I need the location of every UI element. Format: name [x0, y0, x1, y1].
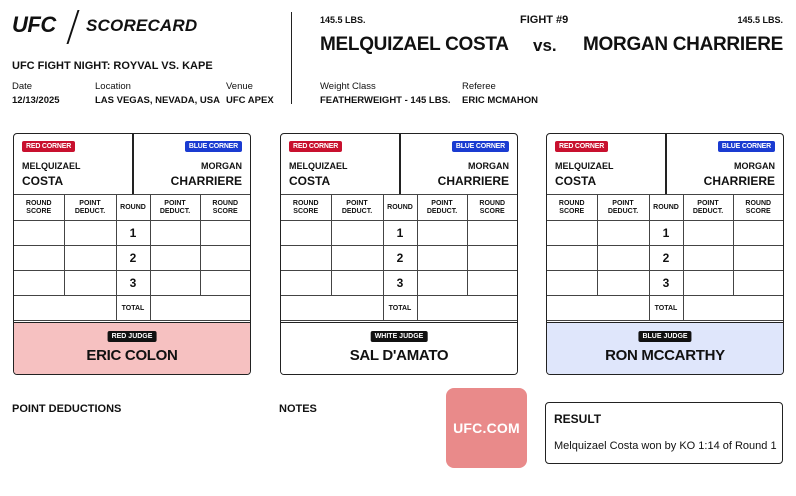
event-title: UFC FIGHT NIGHT: ROYVAL VS. KAPE — [12, 60, 213, 72]
corner-row — [14, 134, 250, 195]
round-row — [14, 221, 250, 246]
blue-last-name: CHARRIERE — [703, 174, 775, 188]
point-deduct-header: POINT DEDUCT. — [150, 195, 200, 221]
red-round-score-cell[interactable] — [281, 221, 331, 246]
red-corner-badge: RED CORNER — [289, 141, 342, 152]
round-score-header: ROUND SCORE — [200, 195, 250, 221]
blue-total-cell[interactable] — [150, 296, 250, 321]
score-grid-header — [547, 195, 783, 221]
blue-point-deduct-cell[interactable] — [150, 221, 200, 246]
red-total-cell[interactable] — [14, 296, 116, 321]
red-point-deduct-cell[interactable] — [331, 246, 383, 271]
red-round-score-cell[interactable] — [14, 271, 64, 296]
red-point-deduct-cell[interactable] — [597, 221, 649, 246]
round-score-header: ROUND SCORE — [14, 195, 64, 221]
scorecard-blue-judge — [546, 133, 784, 375]
score-grid-header — [281, 195, 517, 221]
blue-point-deduct-cell[interactable] — [683, 221, 733, 246]
round-row — [281, 221, 517, 246]
point-deduct-header: POINT DEDUCT. — [417, 195, 467, 221]
blue-round-score-cell[interactable] — [733, 246, 783, 271]
round-score-header: ROUND SCORE — [281, 195, 331, 221]
blue-point-deduct-cell[interactable] — [417, 246, 467, 271]
blue-first-name: MORGAN — [468, 161, 509, 171]
result-text: Melquizael Costa won by KO 1:14 of Round 1 — [554, 440, 777, 452]
blue-point-deduct-cell[interactable] — [150, 246, 200, 271]
blue-round-score-cell[interactable] — [467, 221, 517, 246]
blue-corner-badge: BLUE CORNER — [185, 141, 242, 152]
header-divider — [291, 12, 292, 104]
total-label: TOTAL — [116, 296, 150, 321]
blue-last-name: CHARRIERE — [437, 174, 509, 188]
red-point-deduct-cell[interactable] — [331, 271, 383, 296]
blue-round-score-cell[interactable] — [733, 221, 783, 246]
notes-label: NOTES — [279, 403, 317, 415]
score-grid-header — [14, 195, 250, 221]
blue-round-score-cell[interactable] — [733, 271, 783, 296]
blue-round-score-cell[interactable] — [467, 271, 517, 296]
red-point-deduct-cell[interactable] — [64, 221, 116, 246]
round-number: 3 — [116, 271, 150, 296]
red-corner-badge: RED CORNER — [22, 141, 75, 152]
total-row — [281, 296, 517, 321]
location-value: LAS VEGAS, NEVADA, USA — [95, 95, 220, 106]
red-point-deduct-cell[interactable] — [64, 246, 116, 271]
point-deduct-header: POINT DEDUCT. — [597, 195, 649, 221]
round-number: 3 — [383, 271, 417, 296]
weight-class-label: Weight Class — [320, 81, 376, 92]
date-value: 12/13/2025 — [12, 95, 60, 106]
judge-name: SAL D'AMATO — [349, 347, 449, 364]
weight-class-value: FEATHERWEIGHT - 145 LBS. — [320, 95, 451, 106]
red-first-name: MELQUIZAEL — [555, 161, 614, 171]
red-first-name: MELQUIZAEL — [22, 161, 81, 171]
blue-corner-badge: BLUE CORNER — [718, 141, 775, 152]
round-number: 1 — [116, 221, 150, 246]
round-number: 1 — [649, 221, 683, 246]
location-label: Location — [95, 81, 131, 92]
point-deductions-label: POINT DEDUCTIONS — [12, 403, 122, 415]
red-round-score-cell[interactable] — [14, 221, 64, 246]
judge-area — [14, 322, 250, 375]
scorecard-white-judge — [280, 133, 518, 375]
blue-round-score-cell[interactable] — [200, 221, 250, 246]
blue-round-score-cell[interactable] — [200, 246, 250, 271]
result-title: RESULT — [554, 412, 602, 426]
red-round-score-cell[interactable] — [281, 271, 331, 296]
ufc-logo: UFC — [12, 12, 56, 37]
blue-round-score-cell[interactable] — [467, 246, 517, 271]
red-round-score-cell[interactable] — [547, 271, 597, 296]
blue-point-deduct-cell[interactable] — [417, 271, 467, 296]
judge-badge: RED JUDGE — [108, 331, 157, 342]
red-first-name: MELQUIZAEL — [289, 161, 348, 171]
red-corner-badge: RED CORNER — [555, 141, 608, 152]
round-row — [547, 246, 783, 271]
red-weight: 145.5 LBS. — [320, 15, 366, 25]
judge-name: ERIC COLON — [86, 347, 178, 364]
blue-total-cell[interactable] — [417, 296, 517, 321]
corner-divider — [399, 134, 401, 194]
blue-corner-badge: BLUE CORNER — [452, 141, 509, 152]
point-deduct-header: POINT DEDUCT. — [331, 195, 383, 221]
corner-divider — [665, 134, 667, 194]
corner-row — [281, 134, 517, 195]
corner-divider — [132, 134, 134, 194]
round-score-header: ROUND SCORE — [733, 195, 783, 221]
judge-area — [547, 322, 783, 375]
referee-value: ERIC MCMAHON — [462, 95, 538, 106]
round-score-header: ROUND SCORE — [467, 195, 517, 221]
score-grid — [14, 194, 250, 321]
score-grid — [547, 194, 783, 321]
point-deduct-header: POINT DEDUCT. — [683, 195, 733, 221]
total-label: TOTAL — [383, 296, 417, 321]
round-row — [281, 271, 517, 296]
round-row — [14, 246, 250, 271]
logo-divider — [66, 10, 79, 44]
blue-first-name: MORGAN — [201, 161, 242, 171]
red-round-score-cell[interactable] — [14, 246, 64, 271]
round-score-header: ROUND SCORE — [547, 195, 597, 221]
red-fighter-name: MELQUIZAEL COSTA — [320, 34, 509, 55]
score-grid — [281, 194, 517, 321]
blue-last-name: CHARRIERE — [170, 174, 242, 188]
round-number: 2 — [383, 246, 417, 271]
red-round-score-cell[interactable] — [547, 246, 597, 271]
judge-name: RON MCCARTHY — [605, 347, 725, 364]
blue-first-name: MORGAN — [734, 161, 775, 171]
judge-badge: BLUE JUDGE — [638, 331, 691, 342]
round-header: ROUND — [383, 195, 417, 221]
ufc-watermark: UFC.COM — [446, 388, 527, 468]
round-row — [547, 221, 783, 246]
total-row — [14, 296, 250, 321]
date-label: Date — [12, 81, 33, 92]
blue-point-deduct-cell[interactable] — [150, 271, 200, 296]
scorecard-red-judge — [13, 133, 251, 375]
venue-label: Venue — [226, 81, 253, 92]
red-total-cell[interactable] — [547, 296, 649, 321]
red-point-deduct-cell[interactable] — [597, 246, 649, 271]
blue-weight: 145.5 LBS. — [737, 15, 783, 25]
red-total-cell[interactable] — [281, 296, 383, 321]
blue-point-deduct-cell[interactable] — [683, 271, 733, 296]
round-header: ROUND — [116, 195, 150, 221]
red-round-score-cell[interactable] — [547, 221, 597, 246]
red-last-name: COSTA — [289, 174, 331, 188]
round-row — [547, 271, 783, 296]
judge-area — [281, 322, 517, 375]
scorecard-title: SCORECARD — [86, 16, 198, 35]
referee-label: Referee — [462, 81, 496, 92]
round-row — [281, 246, 517, 271]
blue-point-deduct-cell[interactable] — [683, 246, 733, 271]
vs-text: vs. — [533, 36, 557, 55]
blue-round-score-cell[interactable] — [200, 271, 250, 296]
blue-total-cell[interactable] — [683, 296, 783, 321]
total-row — [547, 296, 783, 321]
red-point-deduct-cell[interactable] — [64, 271, 116, 296]
round-number: 3 — [649, 271, 683, 296]
red-point-deduct-cell[interactable] — [597, 271, 649, 296]
round-number: 2 — [649, 246, 683, 271]
red-round-score-cell[interactable] — [281, 246, 331, 271]
result-box — [545, 402, 783, 464]
round-number: 2 — [116, 246, 150, 271]
red-point-deduct-cell[interactable] — [331, 221, 383, 246]
round-number: 1 — [383, 221, 417, 246]
point-deduct-header: POINT DEDUCT. — [64, 195, 116, 221]
red-last-name: COSTA — [22, 174, 64, 188]
total-label: TOTAL — [649, 296, 683, 321]
corner-row — [547, 134, 783, 195]
round-row — [14, 271, 250, 296]
red-last-name: COSTA — [555, 174, 597, 188]
blue-point-deduct-cell[interactable] — [417, 221, 467, 246]
fight-number: FIGHT #9 — [520, 14, 569, 26]
judge-badge: WHITE JUDGE — [371, 331, 428, 342]
blue-fighter-name: MORGAN CHARRIERE — [583, 34, 783, 55]
round-header: ROUND — [649, 195, 683, 221]
venue-value: UFC APEX — [226, 95, 274, 106]
